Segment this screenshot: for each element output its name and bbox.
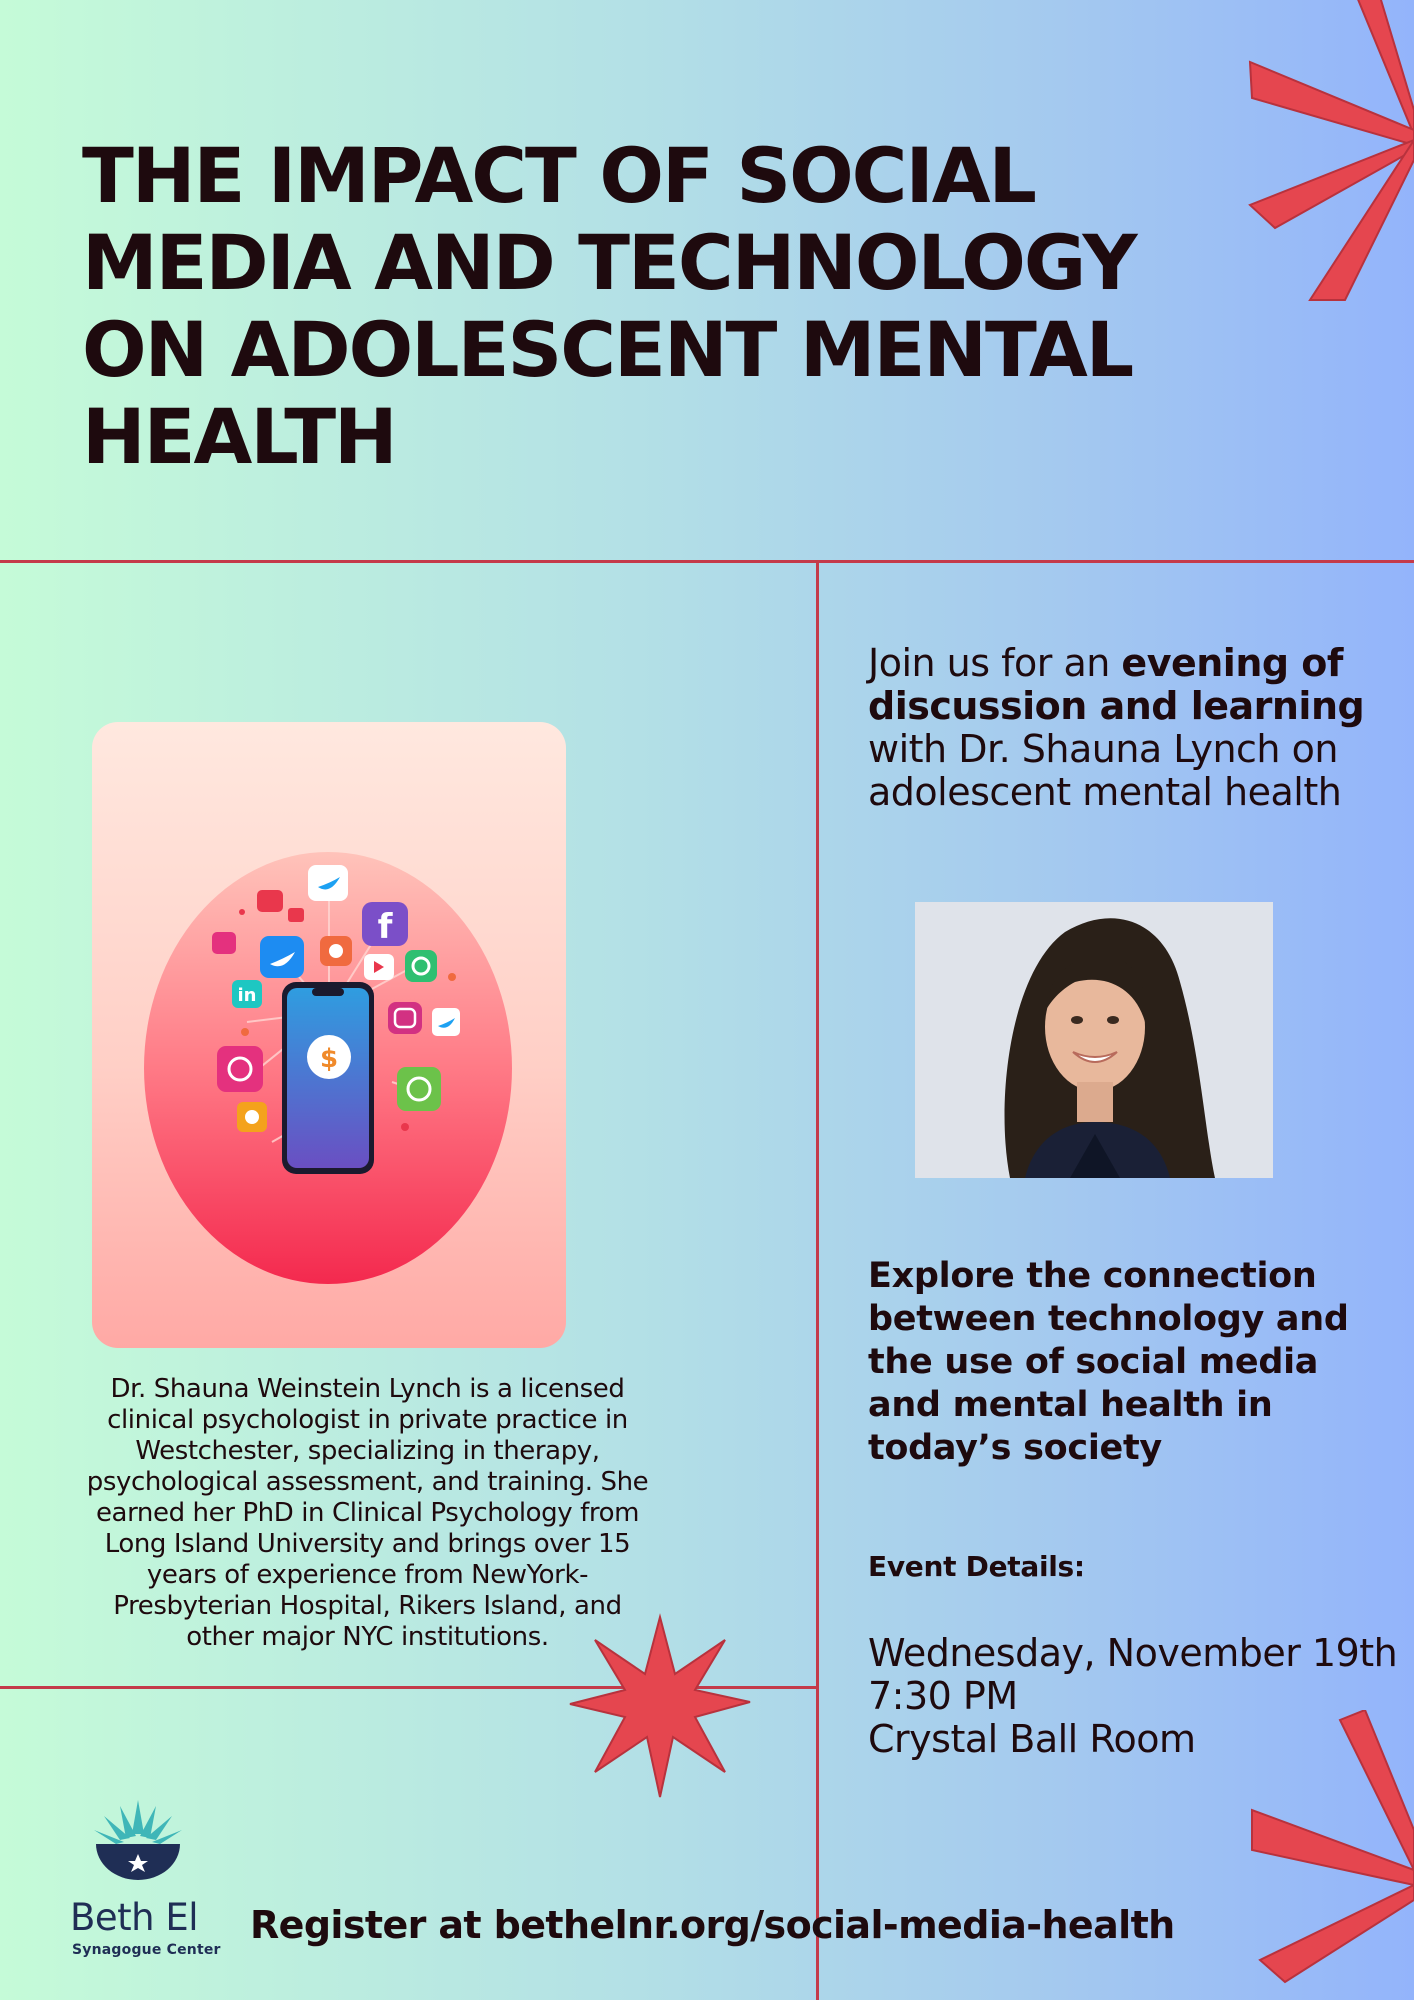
intro-bold: evening of discussion and learning (868, 641, 1365, 728)
poster-title: THE IMPACT OF SOCIAL MEDIA AND TECHNOLOGY ON ADOLESCENT MENTAL HEALTH (82, 131, 1136, 481)
svg-text:f: f (377, 907, 393, 947)
event-details-label: Event Details: (868, 1550, 1085, 1583)
svg-text:$: $ (319, 1044, 339, 1074)
speaker-bio: Dr. Shauna Weinstein Lynch is a licensed clinical psychologist in private practice in Westchester, specializing in therapy, psychological assessment, and training. She earned her PhD in Clinical Psychology from Long Island University and brings over 15 years of experience from NewYork-Presbyterian Hospital, Rikers Island, and other major NYC institutions. (86, 1374, 649, 1652)
speaker-photo (915, 902, 1273, 1178)
social-media-illustration (92, 722, 566, 1348)
svg-text:in: in (237, 985, 257, 1006)
explore-text: Explore the connection between technology and the use of social media and mental health in today’s society (868, 1256, 1349, 1468)
burst-top-right-icon (1240, 0, 1414, 310)
divider-vertical (816, 562, 819, 2000)
divider-top (0, 560, 1414, 563)
lotus-logo-icon (90, 1792, 186, 1882)
speaker-portrait-icon (915, 902, 1273, 1178)
intro-part1: Join us for an (868, 641, 1122, 685)
intro-part2: with Dr. Shauna Lynch on adolescent mental health (868, 727, 1342, 814)
register-link[interactable]: Register at bethelnr.org/social-media-health (250, 1903, 1175, 1947)
starburst-icon (565, 1612, 755, 1802)
event-date: Wednesday, November 19th (868, 1631, 1398, 1675)
burst-bottom-right-icon (1240, 1710, 1414, 2000)
event-location: Crystal Ball Room (868, 1717, 1196, 1761)
logo-name: Beth El (70, 1896, 199, 1939)
logo-subtitle: Synagogue Center (72, 1942, 221, 1958)
event-time: 7:30 PM (868, 1674, 1018, 1718)
social-media-phone-icon (92, 722, 566, 1348)
intro-text (868, 642, 1408, 814)
